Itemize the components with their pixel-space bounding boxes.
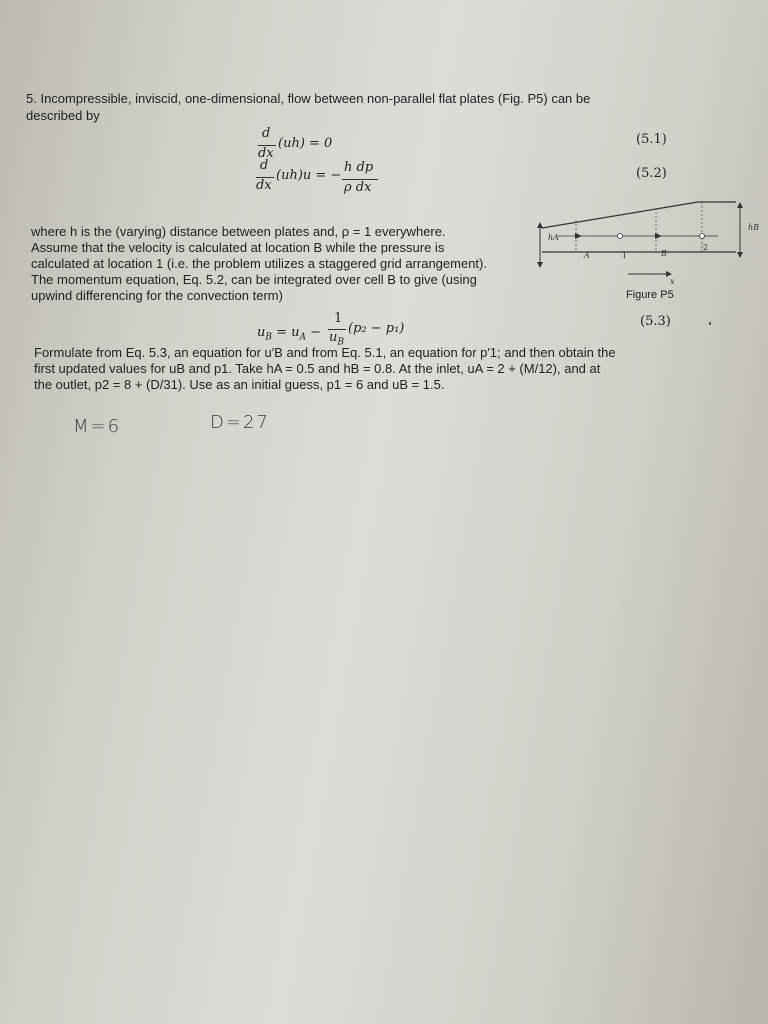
eq53-lhs-group xyxy=(257,325,321,343)
eq52-number: (5.2) xyxy=(636,166,667,181)
problem-intro-line2: described by xyxy=(26,108,100,123)
figure-label-B: B xyxy=(661,249,667,258)
figure-label-A: A xyxy=(584,251,590,260)
figure-label-hB: hB xyxy=(748,223,760,232)
figure-label-x: x xyxy=(670,277,675,286)
eq52-numerator: d xyxy=(260,158,269,173)
figure-label-hA: hA xyxy=(548,233,559,242)
body-line4: The momentum equation, Eq. 5.2, can be integrated over cell B to give (using xyxy=(31,272,477,287)
eq52-rhs-numerator: h dp xyxy=(344,160,374,175)
eq51-numerator: d xyxy=(262,126,271,141)
body-line1: where h is the (varying) distance between plates and, ρ = 1 everywhere. xyxy=(31,224,446,239)
task-line2: first updated values for uB and p1. Take hA = 0.5 and hB = 0.8. At the inlet, uA = 2 + (M/12), and at xyxy=(34,361,601,376)
eq52-denominator: dx xyxy=(256,178,272,193)
eq52-body: (uh)u = − xyxy=(276,168,342,183)
body-line2: Assume that the velocity is calculated at location B while the pressure is xyxy=(31,240,445,255)
body-line3: calculated at location 1 (i.e. the problem utilizes a staggered grid arrangement). xyxy=(31,256,487,271)
eq53-lhs: u xyxy=(257,325,266,340)
eq53-lhs-sub: B xyxy=(265,332,272,343)
eq53-den-sub: B xyxy=(337,337,344,348)
task-line1: Formulate from Eq. 5.3, an equation for u′B and from Eq. 5.1, an equation for p′1; and then obtain the xyxy=(34,345,616,360)
eq53-number: (5.3) xyxy=(640,314,671,329)
eq52-rhs-denominator: ρ dx xyxy=(344,180,372,195)
handwritten-m-value: M=6 xyxy=(73,416,122,437)
problem-intro-line1: 5. Incompressible, inviscid, one-dimensional, flow between non-parallel flat plates (Fig. P5) can be xyxy=(26,91,591,106)
body-line5: upwind differencing for the convection term) xyxy=(31,288,283,303)
figure-caption: Figure P5 xyxy=(626,289,674,301)
eq53-minus: − xyxy=(306,325,322,340)
eq53-mid-sub: A xyxy=(299,332,307,343)
eq51-denominator: dx xyxy=(258,146,274,161)
eq53-body: (p₂ − p₁) xyxy=(348,321,405,336)
eq53-den: u xyxy=(329,330,338,345)
handwritten-d-value: D=27 xyxy=(210,412,270,433)
eq53-mid: = u xyxy=(272,325,300,340)
eq51-body: (uh) = 0 xyxy=(278,136,333,151)
figure-label-2: 2 xyxy=(703,243,709,252)
figure-label-1: 1 xyxy=(622,251,628,260)
eq53-numerator: 1 xyxy=(334,311,343,326)
task-line3: the outlet, p2 = 8 + (D/31). Use as an initial guess, p1 = 6 and uB = 1.5. xyxy=(34,377,445,392)
figure-p5-diagram xyxy=(528,190,760,290)
eq51-number: (5.1) xyxy=(636,132,667,147)
stray-mark xyxy=(709,322,711,325)
